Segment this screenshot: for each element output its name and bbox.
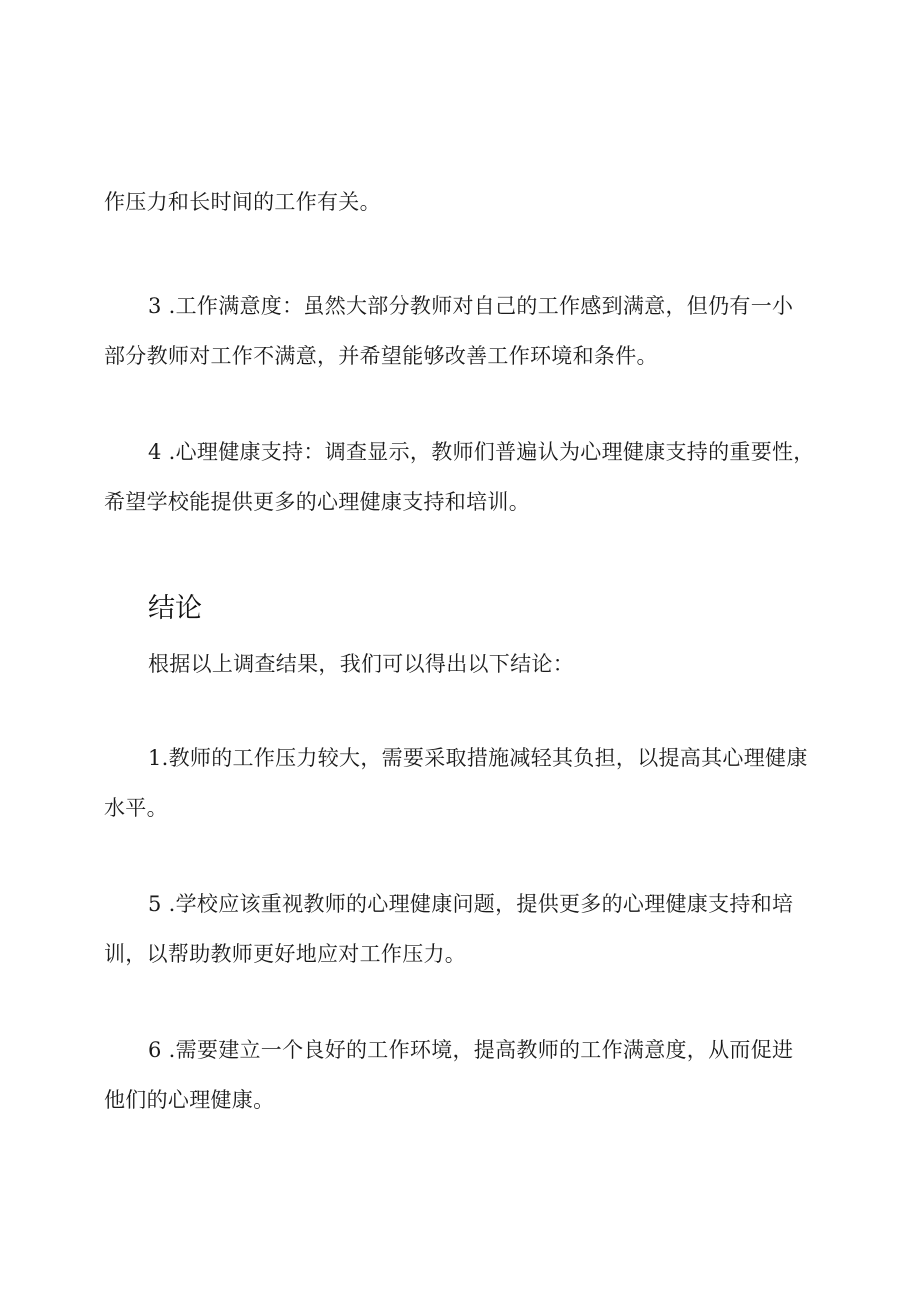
conclusion-intro: 根据以上调查结果，我们可以得出以下结论： <box>148 652 574 676</box>
conclusion-1-line-1: 1.教师的工作压力较大，需要采取措施减轻其负担，以提高其心理健康 <box>148 746 808 770</box>
conclusion-1-line-2: 水平。 <box>104 796 168 820</box>
conclusion-5-line-1: 5 .学校应该重视教师的心理健康问题，提供更多的心理健康支持和培 <box>148 892 794 916</box>
conclusion-6-line-2: 他们的心理健康。 <box>104 1088 275 1112</box>
conclusion-5-line-2: 训，以帮助教师更好地应对工作压力。 <box>104 942 467 966</box>
conclusion-heading: 结论 <box>148 593 202 624</box>
conclusion-6-line-1: 6 .需要建立一个良好的工作环境，提高教师的工作满意度，从而促进 <box>148 1038 794 1062</box>
finding-4-line-2: 希望学校能提供更多的心理健康支持和培训。 <box>104 490 530 514</box>
finding-3-line-1: 3 .工作满意度：虽然大部分教师对自己的工作感到满意，但仍有一小 <box>148 294 794 318</box>
finding-4-line-1: 4 .心理健康支持：调查显示，教师们普遍认为心理健康支持的重要性， <box>148 440 815 464</box>
continuation-line: 作压力和长时间的工作有关。 <box>104 190 381 214</box>
finding-3-line-2: 部分教师对工作不满意，并希望能够改善工作环境和条件。 <box>104 344 658 368</box>
